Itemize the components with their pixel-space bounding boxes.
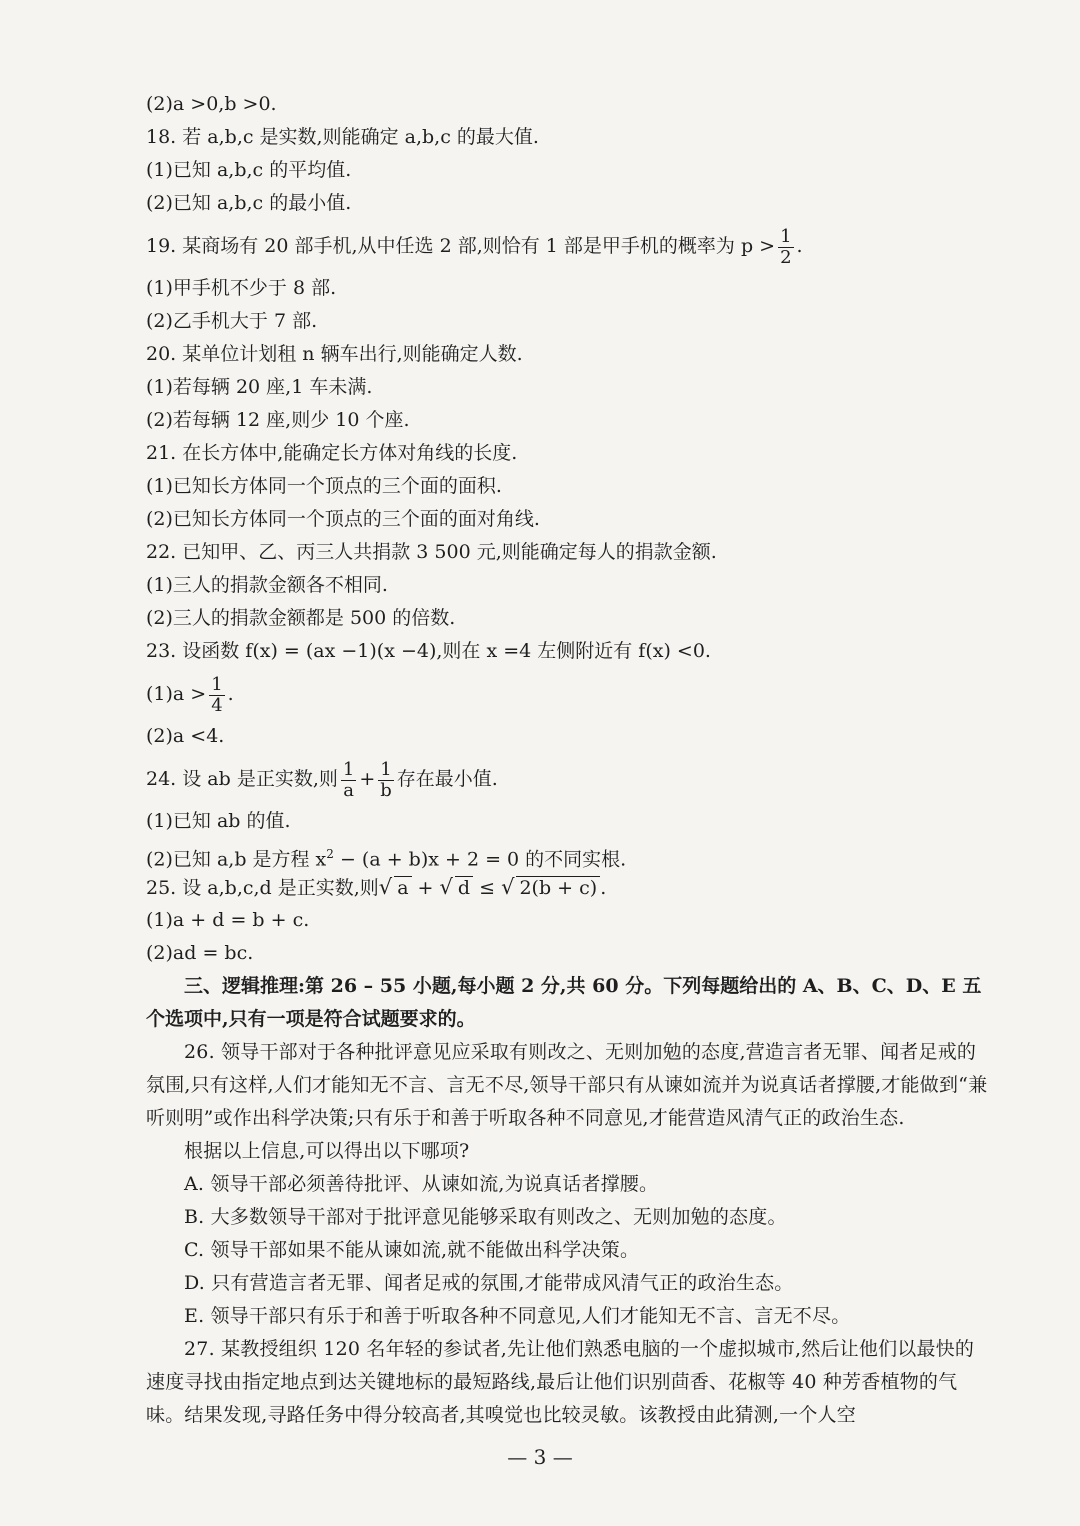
q22-stem: 22. 已知甲、乙、丙三人共捐款 3 500 元,则能确定每人的捐款金额. (146, 541, 717, 563)
q18-condition-2: (2)已知 a,b,c 的最小值. (146, 192, 352, 214)
q19-fraction-numerator: 1 (780, 225, 792, 247)
q22-condition-1: (1)三人的捐款金额各不相同. (146, 574, 388, 596)
page-number: — 3 — (507, 1445, 573, 1469)
sqrt-sign-icon: √ (439, 875, 453, 899)
q25-stem (146, 871, 996, 904)
q18-stem: 18. 若 a,b,c 是实数,则能确定 a,b,c 的最大值. (146, 126, 539, 148)
q19-stem (146, 220, 996, 272)
q20-stem: 20. 某单位计划租 n 辆车出行,则能确定人数. (146, 343, 523, 365)
q23-condition-1-end: . (227, 683, 234, 705)
sqrt-sign-icon: √ (501, 875, 515, 899)
q19-fraction-denominator: 2 (780, 246, 792, 268)
q26-option-e: E. 领导干部只有乐于和善于听取各种不同意见,人们才能知无不言、言无不尽。 (184, 1305, 851, 1327)
q24-condition-2-text: (2)已知 a,b 是方程 x (146, 848, 327, 871)
q21-stem: 21. 在长方体中,能确定长方体对角线的长度. (146, 442, 518, 464)
q25-plus-sign: + (411, 877, 440, 899)
q21-condition-2: (2)已知长方体同一个顶点的三个面的面对角线. (146, 508, 540, 530)
q24-fraction-2-denominator: b (380, 779, 392, 801)
q27-stem: 27. 某教授组织 120 名年轻的参试者,先让他们熟悉电脑的一个虚拟城市,然后让他们以最快的速度寻找由指定地点到达关键地标的最短路线,最后让他们识别茴香、花椒等 40 种芳香植物的气味。结果发现,寻路任务中得分较高者,其嗅觉也比较灵敏。该教授由此猜测,一个人空 (146, 1338, 975, 1426)
q24-plus-sign: + (359, 768, 376, 790)
q24-stem-end: 存在最小值. (396, 768, 498, 790)
q23-condition-2: (2)a <4. (146, 725, 225, 747)
q25-stem-text: 25. 设 a,b,c,d 是正实数,则 (146, 877, 379, 899)
page-content (146, 88, 996, 1432)
q23-fraction (209, 675, 224, 716)
q23-condition-1-text: (1)a > (146, 683, 207, 705)
q18-condition-1: (1)已知 a,b,c 的平均值. (146, 159, 352, 181)
q19-stem-end: . (796, 235, 803, 257)
q24-condition-2-end: − (a + b)x + 2 = 0 的不同实根. (333, 848, 627, 871)
q25-le-sign: ≤ (473, 877, 502, 899)
section-3-heading: 三、逻辑推理:第 26 – 55 小题,每小题 2 分,共 60 分。下列每题给出的 A、B、C、D、E 五个选项中,只有一项是符合试题要求的。 (146, 975, 982, 1030)
q24-exponent: 2 (326, 847, 334, 861)
q19-condition-2: (2)乙手机大于 7 部. (146, 310, 318, 332)
q23-fraction-denominator: 4 (211, 694, 223, 716)
q24-fraction-1-denominator: a (343, 779, 354, 801)
q26-option-a: A. 领导干部必须善待批评、从谏如流,为说真话者撑腰。 (184, 1173, 659, 1195)
sqrt-sign-icon: √ (378, 875, 393, 899)
q26-option-b: B. 大多数领导干部对于批评意见能够采取有则改之、无则加勉的态度。 (184, 1206, 787, 1228)
q20-condition-2: (2)若每辆 12 座,则少 10 个座. (146, 409, 410, 431)
q24-fraction-2-numerator: 1 (378, 760, 394, 781)
q26-question: 根据以上信息,可以得出以下哪项? (184, 1140, 470, 1162)
q25-sqrt-d: d (455, 876, 473, 899)
q25-condition-1: (1)a + d = b + c. (146, 909, 310, 931)
q25-sqrt-bc: 2(b + c) (516, 876, 600, 899)
q21-condition-1: (1)已知长方体同一个顶点的三个面的面积. (146, 475, 502, 497)
q24-stem (146, 753, 996, 805)
q17-condition-2: (2)a >0,b >0. (146, 93, 277, 115)
q24-stem-text: 24. 设 ab 是正实数,则 (146, 768, 338, 790)
q26-stem: 26. 领导干部对于各种批评意见应采取有则改之、无则加勉的态度,营造言者无罪、闻者足戒的氛围,只有这样,人们才能知无不言、言无不尽,领导干部只有从谏如流并为说真话者撑腰,才能做到“兼听则明”或作出科学决策;只有乐于和善于听取各种不同意见,才能营造风清气正的政治生态. (146, 1041, 988, 1129)
q19-stem-text: 19. 某商场有 20 部手机,从中任选 2 部,则恰有 1 部是甲手机的概率为 p > (146, 235, 776, 257)
q24-condition-1: (1)已知 ab 的值. (146, 810, 291, 832)
q24-condition-2 (146, 838, 996, 871)
q23-condition-1 (146, 668, 996, 720)
q24-fraction-1 (341, 760, 356, 801)
q26-option-d: D. 只有营造言者无罪、闻者足戒的氛围,才能带成风清气正的政治生态。 (184, 1272, 794, 1294)
q23-stem: 23. 设函数 f(x) = (ax −1)(x −4),则在 x =4 左侧附近有 f(x) <0. (146, 640, 711, 662)
q25-sqrt-a: a (394, 876, 411, 899)
q19-condition-1: (1)甲手机不少于 8 部. (146, 277, 337, 299)
q24-fraction-2 (378, 760, 394, 801)
q24-fraction-1-numerator: 1 (342, 758, 355, 780)
q22-condition-2: (2)三人的捐款金额都是 500 的倍数. (146, 607, 456, 629)
q20-condition-1: (1)若每辆 20 座,1 车未满. (146, 376, 373, 398)
q25-stem-end: . (600, 877, 607, 899)
q23-fraction-numerator: 1 (211, 673, 223, 695)
q19-fraction (778, 227, 793, 268)
q25-condition-2: (2)ad = bc. (146, 942, 254, 964)
q26-option-c: C. 领导干部如果不能从谏如流,就不能做出科学决策。 (184, 1239, 640, 1261)
